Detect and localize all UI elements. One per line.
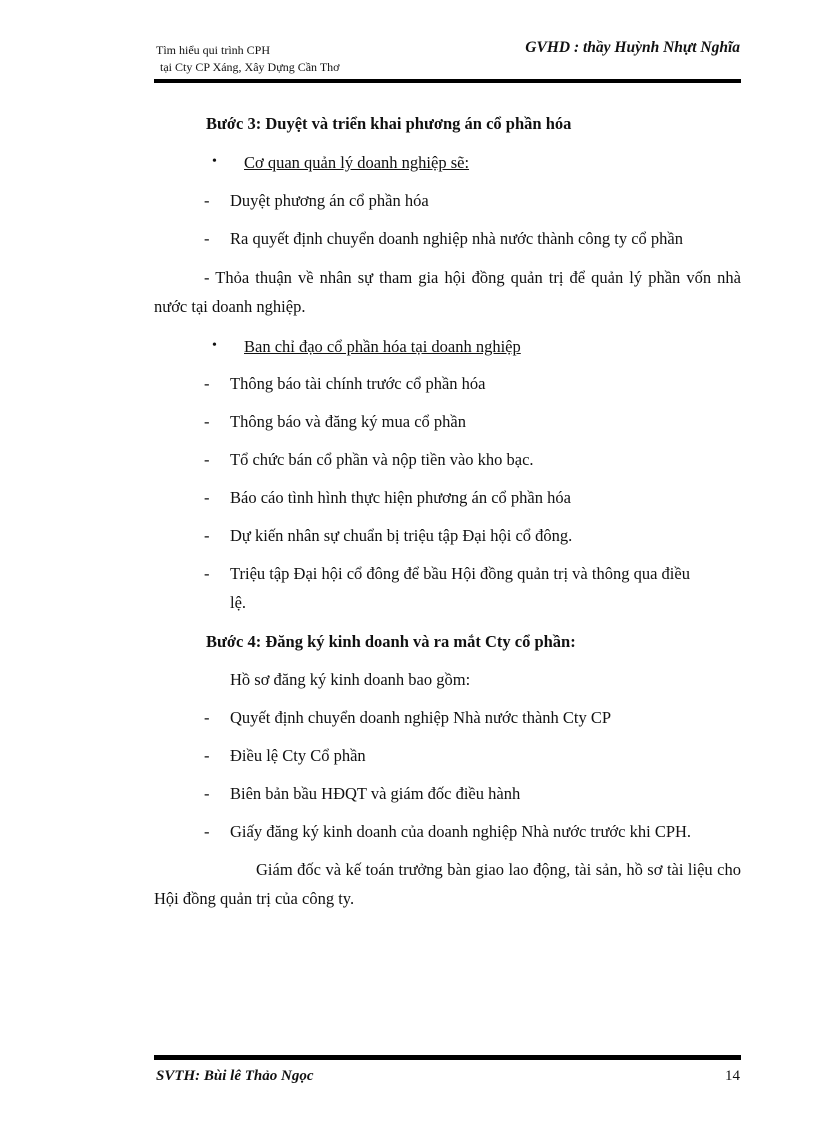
- header-left: [156, 42, 340, 76]
- dash-icon: -: [204, 374, 210, 393]
- list-item: Giấy đăng ký kinh doanh của doanh nghiệp Nhà nước trước khi CPH.: [230, 822, 692, 841]
- bullet-agency: Cơ quan quản lý doanh nghiệp sẽ:: [244, 153, 470, 172]
- handover-paragraph: Giám đốc và kế toán trưởng bàn giao lao động, tài sản, hồ sơ tài liệu cho Hội đồng quản trị của công ty.: [154, 860, 741, 908]
- dash-icon: -: [204, 229, 210, 248]
- dash-icon: -: [204, 822, 210, 841]
- list-item: Thông báo và đăng ký mua cổ phần: [230, 412, 466, 431]
- dash-icon: -: [204, 488, 210, 507]
- page-number: 14: [725, 1068, 740, 1084]
- header-rule: [154, 79, 741, 83]
- dash-icon: -: [204, 526, 210, 545]
- list-item: Thông báo tài chính trước cổ phần hóa: [230, 374, 486, 393]
- dash-icon: -: [204, 450, 210, 469]
- footer-student: SVTH: Bùi lê Thảo Ngọc: [156, 1068, 314, 1084]
- header-right: GVHD : thầy Huỳnh Nhựt Nghĩa: [525, 39, 740, 56]
- dash-icon: -: [204, 746, 210, 765]
- bullet-icon: •: [212, 338, 217, 353]
- step3-heading: Bước 3: Duyệt và triển khai phương án cổ phần hóa: [206, 114, 572, 133]
- list-item: Ra quyết định chuyển doanh nghiệp nhà nước thành công ty cổ phần: [230, 229, 683, 248]
- step4-intro: Hồ sơ đăng ký kinh doanh bao gồm:: [230, 670, 471, 689]
- dash-icon: -: [204, 564, 210, 583]
- dash-icon: -: [204, 412, 210, 431]
- agency-paragraph: - Thỏa thuận về nhân sự tham gia hội đồng quản trị để quản lý phần vốn nhà nước tại doanh nghiệp.: [154, 268, 741, 316]
- list-item: Quyết định chuyển doanh nghiệp Nhà nước thành Cty CP: [230, 708, 612, 727]
- list-item: Điều lệ Cty Cổ phần: [230, 746, 366, 765]
- list-item: Duyệt phương án cổ phần hóa: [230, 191, 429, 210]
- list-item-continuation: lệ.: [230, 593, 247, 612]
- list-item: Biên bản bầu HĐQT và giám đốc điều hành: [230, 784, 521, 803]
- list-item: Dự kiến nhân sự chuẩn bị triệu tập Đại hội cổ đông.: [230, 526, 573, 545]
- list-item: Báo cáo tình hình thực hiện phương án cổ phần hóa: [230, 488, 571, 507]
- list-item: Triệu tập Đại hội cổ đông để bầu Hội đồng quản trị và thông qua điều: [230, 564, 690, 583]
- bullet-steering-committee: Ban chỉ đạo cổ phần hóa tại doanh nghiệp: [244, 337, 521, 356]
- step4-heading: Bước 4: Đăng ký kinh doanh và ra mắt Cty cổ phần:: [206, 632, 576, 651]
- dash-icon: -: [204, 708, 210, 727]
- header-left-line2: tại Cty CP Xáng, Xây Dựng Cần Thơ: [160, 60, 340, 74]
- dash-icon: -: [204, 784, 210, 803]
- list-item: Tổ chức bán cổ phần và nộp tiền vào kho bạc.: [230, 450, 534, 469]
- header-left-line1: Tìm hiểu qui trình CPH: [156, 43, 270, 57]
- bullet-icon: •: [212, 154, 217, 169]
- dash-icon: -: [204, 191, 210, 210]
- footer-rule: [154, 1055, 741, 1060]
